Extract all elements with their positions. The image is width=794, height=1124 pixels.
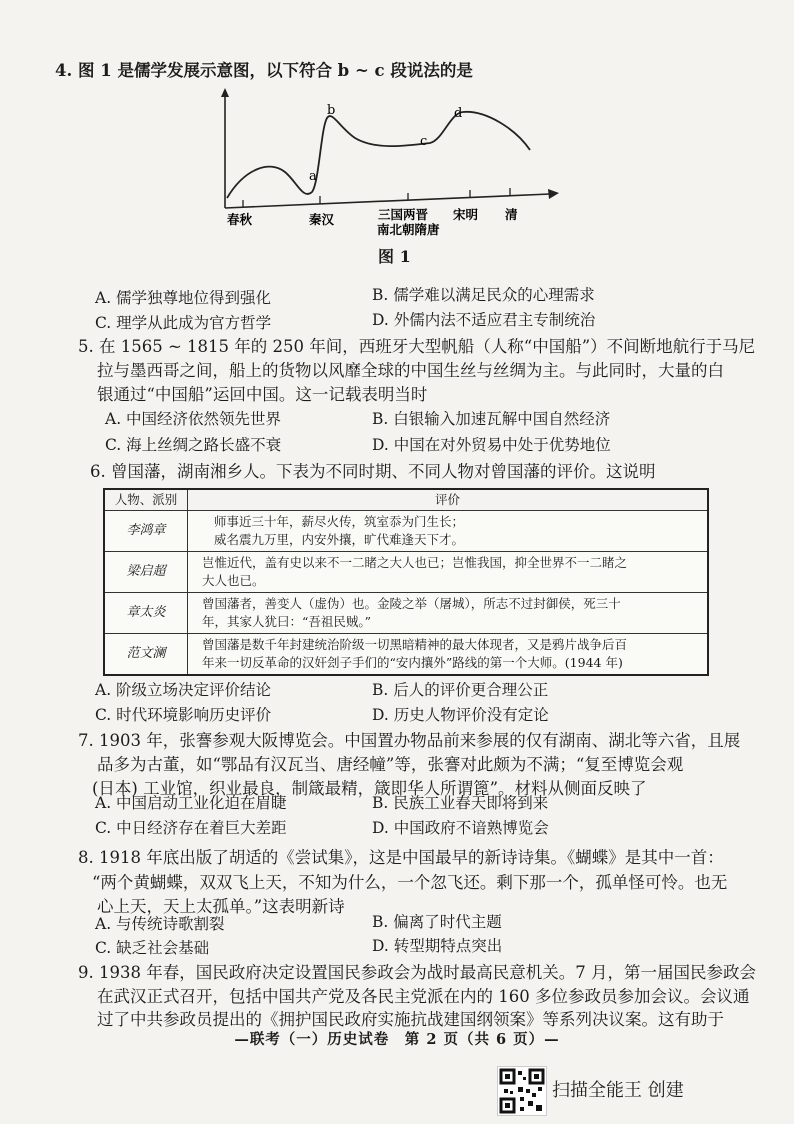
label-nanbeichao: 南北朝隋唐 — [377, 222, 440, 237]
point-d: d — [454, 106, 463, 121]
q6-option-c[interactable]: C. 时代环境影响历史评价 — [95, 706, 272, 724]
row-comment-line: 大人也已。 — [202, 573, 265, 588]
q8-option-d[interactable]: D. 转型期特点突出 — [372, 937, 503, 955]
row-comment-line: 威名震九万里，内安外攘，旷代难逢天下才。 — [214, 532, 465, 547]
row-name: 李鸿章 — [104, 511, 188, 552]
q6-option-a[interactable]: A. 阶级立场决定评价结论 — [95, 681, 272, 699]
row-comment-line: 年来一切反革命的汉奸刽子手们的“安内攘外”路线的第一个大师。(1944 年) — [202, 655, 623, 670]
q4-stem: 4. 图 1 是儒学发展示意图，以下符合 b ~ c 段说法的是 — [55, 61, 473, 80]
table-row — [104, 634, 708, 676]
evaluation-table — [103, 488, 709, 676]
label-qinhan: 秦汉 — [309, 212, 335, 227]
q5-line-2: 拉与墨西哥之间，船上的货物以风靡全球的中国生丝与丝绸为主。与此同时，大量的白 — [97, 361, 724, 380]
q7-line-2: 品多为古董，如“鄂品有汉瓦当、唐经幢”等，张謇对此颇为不满；“复至博览会观 — [97, 755, 684, 774]
q5-option-d[interactable]: D. 中国在对外贸易中处于优势地位 — [372, 436, 611, 454]
row-name: 梁启超 — [104, 552, 188, 593]
figure-caption: 图 1 — [378, 247, 411, 266]
q7-option-a[interactable]: A. 中国启动工业化迫在眉睫 — [95, 794, 287, 812]
development-curve — [227, 112, 530, 198]
table-row — [104, 511, 708, 552]
q6-option-b[interactable]: B. 后人的评价更合理公正 — [372, 681, 549, 699]
x-axis-arrow — [548, 189, 559, 199]
x-axis — [225, 194, 550, 208]
q4-option-d[interactable]: D. 外儒内法不适应君主专制统治 — [372, 311, 596, 329]
row-name: 章太炎 — [104, 593, 188, 634]
row-comment-line: 年，其家人犹曰：“吾祖民贼。” — [202, 614, 372, 629]
row-comment-line: 师事近三十年，薪尽火传，筑室忝为门生长； — [214, 514, 465, 529]
q5-option-c[interactable]: C. 海上丝绸之路长盛不衰 — [105, 436, 282, 454]
row-comment-line: 曾国藩是数千年封建统治阶级一切黑暗精神的最大体现者，又是鸦片战争后百 — [202, 637, 628, 652]
q4-option-c[interactable]: C. 理学从此成为官方哲学 — [95, 314, 272, 332]
q5-option-a[interactable]: A. 中国经济依然领先世界 — [105, 410, 282, 428]
point-b: b — [327, 103, 336, 118]
q5-line-1: 5. 在 1565 ~ 1815 年的 250 年间，西班牙大型帆船（人称“中国船”）不间断地航行于马尼 — [78, 337, 756, 356]
row-name: 范文澜 — [104, 634, 188, 676]
page-footer: —联考（一）历史试卷 第 2 页（共 6 页）— — [234, 1031, 560, 1048]
label-qing: 清 — [505, 207, 518, 222]
table-row — [104, 552, 708, 593]
q7-line-1: 7. 1903 年，张謇参观大阪博览会。中国置办物品前来参展的仅有湖南、湖北等六省，且展 — [78, 731, 741, 750]
q7-line-3: (日本) 工业馆，织业最良，制箴最精，箴即华人所谓篦”。材料从侧面反映了 — [92, 779, 647, 798]
table-header-evaluation: 评价 — [188, 489, 709, 511]
label-sanguo: 三国两晋 — [378, 207, 429, 222]
table-row — [104, 593, 708, 634]
q6-stem: 6. 曾国藩，湖南湘乡人。下表为不同时期、不同人物对曾国藩的评价。这说明 — [90, 462, 656, 481]
point-c: c — [420, 134, 428, 149]
qr-code-icon — [497, 1066, 547, 1116]
q5-option-b[interactable]: B. 白银输入加速瓦解中国自然经济 — [372, 410, 611, 428]
q6-option-d[interactable]: D. 历史人物评价没有定论 — [372, 706, 549, 724]
q9-line-1: 9. 1938 年春，国民政府决定设置国民参政会为战时最高民意机关。7 月，第一届国民参政会 — [78, 963, 756, 982]
q8-option-a[interactable]: A. 与传统诗歌割裂 — [95, 915, 225, 933]
q8-option-c[interactable]: C. 缺乏社会基础 — [95, 939, 210, 957]
q7-option-b[interactable]: B. 民族工业春天即将到来 — [372, 794, 549, 812]
confucianism-development-diagram — [215, 88, 565, 268]
row-comment-line: 岂惟近代，盖有史以来不一二睹之大人也已；岂惟我国，抑全世界不一二睹之 — [202, 555, 628, 570]
q4-option-a[interactable]: A. 儒学独尊地位得到强化 — [95, 289, 272, 307]
q9-line-3: 过了中共参政员提出的《拥护国民政府实施抗战建国纲领案》等系列决议案。这有助于 — [97, 1010, 724, 1029]
label-chunqiu: 春秋 — [227, 212, 253, 227]
label-songming: 宋明 — [453, 207, 479, 222]
y-axis-arrow — [221, 88, 229, 97]
table-header-person: 人物、派别 — [104, 489, 188, 511]
q9-line-2: 在武汉正式召开，包括中国共产党及各民主党派在内的 160 多位参政员参加会议。会议通 — [97, 987, 750, 1006]
q4-option-b[interactable]: B. 儒学难以满足民众的心理需求 — [372, 286, 595, 304]
q8-line-3: 心上天，天上太孤单。”这表明新诗 — [97, 897, 345, 916]
q7-option-c[interactable]: C. 中日经济存在着巨大差距 — [95, 819, 287, 837]
point-a: a — [309, 169, 317, 184]
q8-option-b[interactable]: B. 偏离了时代主题 — [372, 913, 502, 931]
q7-option-d[interactable]: D. 中国政府不谙熟博览会 — [372, 819, 549, 837]
row-comment-line: 曾国藩者，善变人（虚伪）也。金陵之举（屠城），所志不过封御侯，死三十 — [202, 596, 621, 611]
q8-line-2: “两个黄蝴蝶，双双飞上天，不知为什么，一个忽飞还。剩下那一个，孤单怪可怜。也无 — [92, 873, 728, 892]
q5-line-3: 银通过“中国船”运回中国。这一记载表明当时 — [97, 385, 428, 404]
q8-line-1: 8. 1918 年底出版了胡适的《尝试集》，这是中国最早的新诗诗集。《蝴蝶》是其中一首： — [78, 848, 724, 867]
scanner-watermark: 扫描全能王 创建 — [552, 1080, 684, 1101]
